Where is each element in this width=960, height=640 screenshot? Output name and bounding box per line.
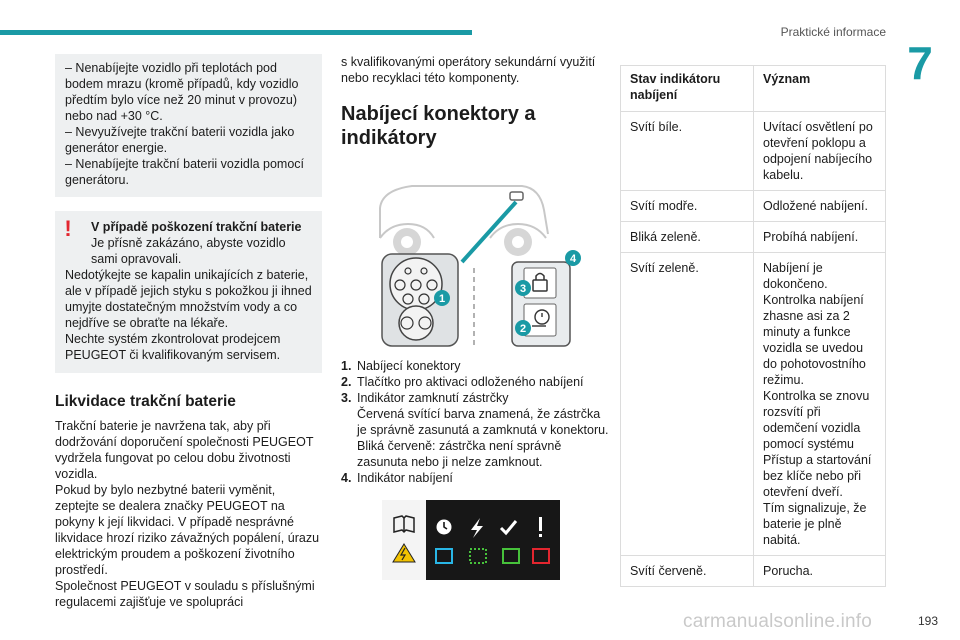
legend-extra: Červená svítící barva znamená, že zástrčka je správně zasunutá a zamknutá v konektoru. Bliká červeně: zástrčka není správně zasunuta nebo ji nelze zamknout. bbox=[357, 407, 609, 469]
column-left bbox=[55, 54, 322, 610]
connectors-heading: Nabíjecí konektory a indikátory bbox=[341, 103, 536, 149]
van-wheel bbox=[393, 228, 532, 256]
manual-info-icon bbox=[394, 516, 414, 532]
table-row bbox=[621, 222, 886, 253]
table-cell-state: Svítí bíle. bbox=[621, 112, 754, 191]
tip-line: – Nenabíjejte vozidlo při teplotách pod bodem mrazu (kromě případů, kdy vozidlo předtím bylo více než 20 minut v provozu) nebo nad +30 °C. bbox=[65, 61, 299, 123]
tip-line: – Nenabíjejte trakční baterii vozidla pomocí generátoru. bbox=[65, 157, 305, 187]
tip-line: – Nevyužívejte trakční baterii vozidla jako generátor energie. bbox=[65, 125, 295, 155]
table-header-cell: Stav indikátoru nabíjení bbox=[621, 66, 754, 112]
legend-item bbox=[341, 390, 609, 470]
legend-text: Nabíjecí konektory bbox=[357, 359, 461, 373]
warning-line: Nechte systém zkontrolovat prodejcem PEUGEOT či kvalifikovaným servisem. bbox=[65, 332, 281, 362]
disposal-line: Pokud by bylo nezbytné baterii vyměnit, zeptejte se dealera značky PEUGEOT na pokyny k její likvidaci. V případě nesprávné likvidace hrozí riziko závažných popálení, úrazu elektrickým proudem a poškození životního prostředí. bbox=[55, 483, 320, 577]
warning-line: Nedotýkejte se kapalin unikajících z baterie, ale v případě jejich styku s pokožkou ji ihned umyjte dostatečným množstvím vody a co nejdříve se obraťte na lékaře. bbox=[65, 268, 312, 330]
disposal-line: Společnost PEUGEOT v souladu s příslušnými regulacemi zajišťuje ve spolupráci bbox=[55, 579, 315, 609]
callout-1 bbox=[434, 290, 450, 306]
recycling-continuation: s kvalifikovanými operátory sekundární využití nebo recyklaci této komponenty. bbox=[341, 55, 596, 85]
charging-port-diagram bbox=[372, 180, 584, 350]
table-cell-meaning: Nabíjení je dokončeno. Kontrolka nabíjení zhasne asi za 2 minuty a funkce vozidla se uvedou do pohotovostního režimu. Kontrolka se znovu rozsvítí při odemčení vozidla pomocí systému Přístup a startování bez klíče nebo při otevření dveří. Tím signalizuje, že baterie je plně nabitá. bbox=[754, 253, 886, 556]
column-middle bbox=[341, 54, 609, 150]
page-number: 193 bbox=[918, 614, 939, 628]
battery-damage-warning bbox=[55, 211, 322, 373]
table-header-row bbox=[621, 66, 886, 112]
callout-4 bbox=[565, 250, 581, 266]
table-cell-meaning: Odložené nabíjení. bbox=[754, 191, 886, 222]
indicator-icons bbox=[382, 500, 560, 580]
svg-text:3: 3 bbox=[519, 283, 527, 295]
header-accent-bar bbox=[0, 30, 472, 35]
callout-2 bbox=[515, 320, 531, 336]
indicator-blue-square bbox=[436, 549, 452, 563]
table-cell-meaning: Porucha. bbox=[754, 556, 886, 587]
table-cell-state: Svítí zeleně. bbox=[621, 253, 754, 556]
legend-item bbox=[341, 374, 609, 390]
indicator-red-square bbox=[533, 549, 549, 563]
table-row bbox=[621, 556, 886, 587]
warning-title: V případě poškození trakční baterie bbox=[91, 220, 302, 234]
table-row bbox=[621, 191, 886, 222]
table-cell-meaning: Probíhá nabíjení. bbox=[754, 222, 886, 253]
indicator-green-dashed-square bbox=[470, 549, 486, 563]
legend-text: Indikátor zamknutí zástrčky bbox=[357, 391, 509, 405]
legend-number: 4. bbox=[341, 471, 352, 485]
charging-tips-box bbox=[55, 54, 322, 197]
checkmark-icon bbox=[501, 521, 516, 533]
callout-3 bbox=[515, 280, 531, 296]
table-row bbox=[621, 253, 886, 556]
lightning-icon bbox=[471, 518, 483, 538]
legend-text: Tlačítko pro aktivaci odloženého nabíjení bbox=[357, 375, 584, 389]
clock-icon bbox=[437, 520, 452, 535]
legend-item bbox=[341, 470, 609, 486]
section-title: Praktické informace bbox=[780, 25, 886, 39]
svg-text:1: 1 bbox=[438, 293, 446, 305]
legend-item bbox=[341, 358, 609, 374]
disposal-heading: Likvidace trakční baterie bbox=[55, 393, 236, 410]
table-cell-state: Bliká zeleně. bbox=[621, 222, 754, 253]
indicator-green-square bbox=[503, 549, 519, 563]
table-cell-meaning: Uvítací osvětlení po otevření poklopu a odpojení nabíjecího kabelu. bbox=[754, 112, 886, 191]
table-row bbox=[621, 112, 886, 191]
exclamation-icon: ! bbox=[64, 216, 72, 241]
legend-number: 2. bbox=[341, 375, 352, 389]
table-cell-state: Svítí modře. bbox=[621, 191, 754, 222]
high-voltage-icon bbox=[393, 544, 415, 562]
disposal-text bbox=[55, 418, 322, 610]
pointer-line bbox=[462, 202, 516, 262]
warning-line: Je přísně zakázáno, abyste vozidlo sami opravovali. bbox=[91, 236, 286, 266]
disposal-line: Trakční baterie je navržena tak, aby při dodržování doporučení společnosti PEUGEOT vydržela fungovat po celou dobu životnosti vozidla. bbox=[55, 419, 314, 481]
exclamation-icon bbox=[539, 517, 542, 537]
legend-number: 3. bbox=[341, 391, 352, 405]
legend-text: Indikátor nabíjení bbox=[357, 471, 453, 485]
charging-flap bbox=[510, 192, 523, 200]
connector-legend bbox=[341, 358, 609, 486]
svg-text:4: 4 bbox=[569, 253, 577, 265]
svg-text:2: 2 bbox=[519, 323, 527, 335]
table-header-cell: Význam bbox=[754, 66, 886, 112]
legend-number: 1. bbox=[341, 359, 352, 373]
chapter-number: 7 bbox=[907, 37, 933, 89]
indicator-panel bbox=[382, 500, 560, 580]
table-cell-state: Svítí červeně. bbox=[621, 556, 754, 587]
indicator-status-table bbox=[620, 65, 886, 587]
watermark: carmanualsonline.info bbox=[683, 611, 873, 632]
